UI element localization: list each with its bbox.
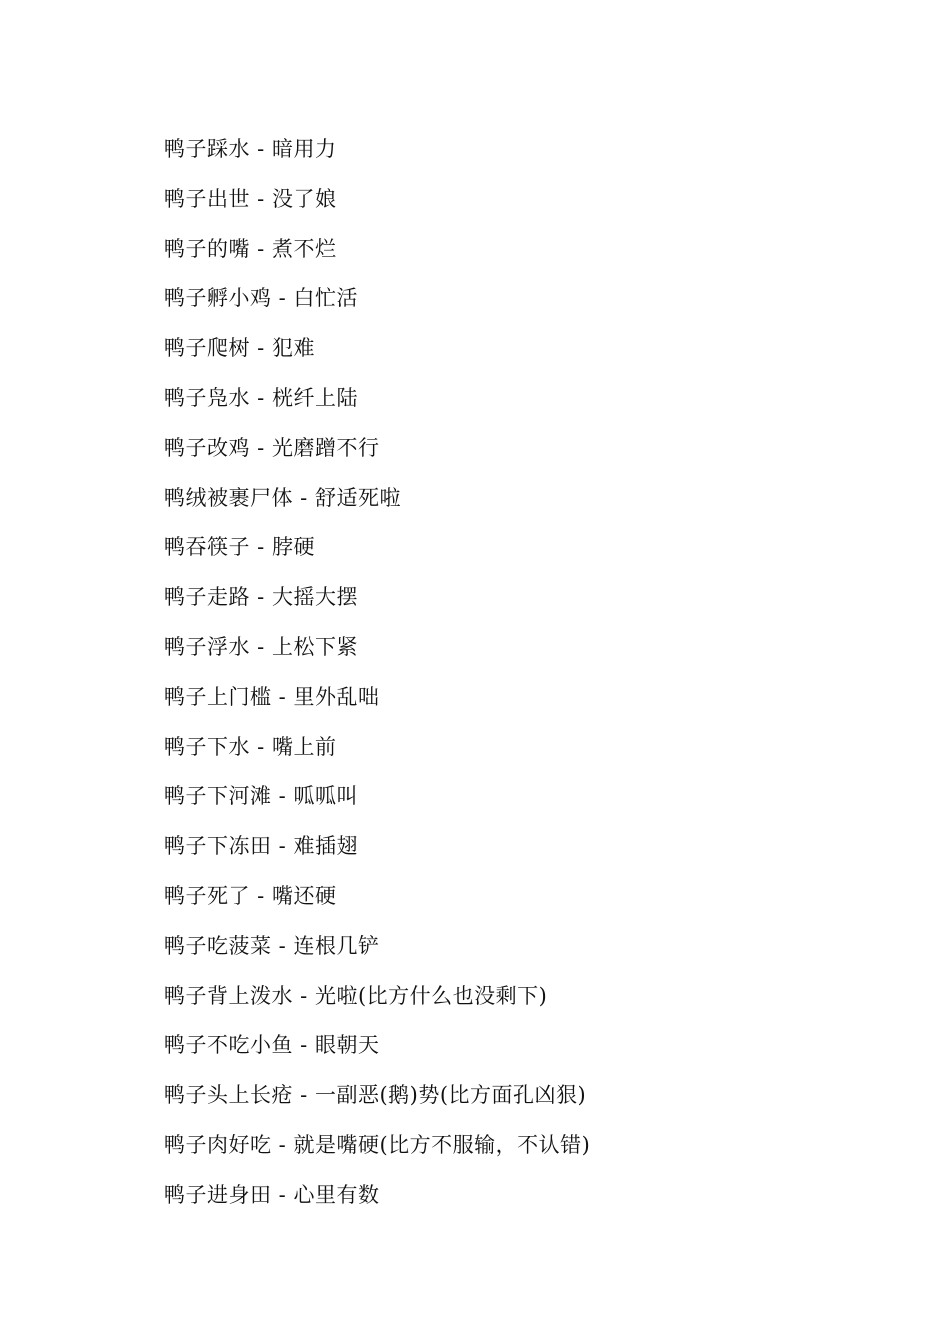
- idiom-line: 鸭子不吃小鱼 - 眼朝天: [164, 1033, 380, 1058]
- idiom-list: [164, 131, 590, 1227]
- idiom-line: 鸭子改鸡 - 光磨蹭不行: [164, 435, 380, 460]
- idiom-line: 鸭子死了 - 嘴还硬: [164, 883, 337, 908]
- idiom-line: 鸭子爬树 - 犯难: [164, 336, 315, 361]
- idiom-line: 鸭子走路 - 大摇大摆: [164, 585, 358, 610]
- idiom-line: 鸭子凫水 - 桄纤上陆: [164, 385, 358, 410]
- idiom-line: 鸭子下水 - 嘴上前: [164, 734, 337, 759]
- idiom-line: 鸭绒被裹尸体 - 舒适死啦: [164, 485, 401, 510]
- idiom-line: 鸭子背上泼水 - 光啦(比方什么也没剩下): [164, 983, 548, 1008]
- idiom-line: 鸭子下冻田 - 难插翅: [164, 834, 358, 859]
- idiom-line: 鸭子进身田 - 心里有数: [164, 1182, 380, 1207]
- idiom-line: 鸭子下河滩 - 呱呱叫: [164, 784, 358, 809]
- idiom-line: 鸭子头上长疮 - 一副恶(鹅)势(比方面孔凶狠): [164, 1083, 587, 1108]
- idiom-line: 鸭子的嘴 - 煮不烂: [164, 236, 337, 261]
- idiom-line: 鸭吞筷子 - 脖硬: [164, 535, 315, 560]
- idiom-line: 鸭子上门槛 - 里外乱咄: [164, 684, 380, 709]
- idiom-line: 鸭子吃菠菜 - 连根几铲: [164, 933, 380, 958]
- idiom-line: 鸭子踩水 - 暗用力: [164, 137, 337, 161]
- idiom-line: 鸭子浮水 - 上松下紧: [164, 634, 358, 659]
- idiom-line: 鸭子出世 - 没了娘: [164, 186, 337, 211]
- idiom-line: 鸭子孵小鸡 - 白忙活: [164, 286, 358, 311]
- idiom-line: 鸭子肉好吃 - 就是嘴硬(比方不服输，不认错): [164, 1132, 591, 1157]
